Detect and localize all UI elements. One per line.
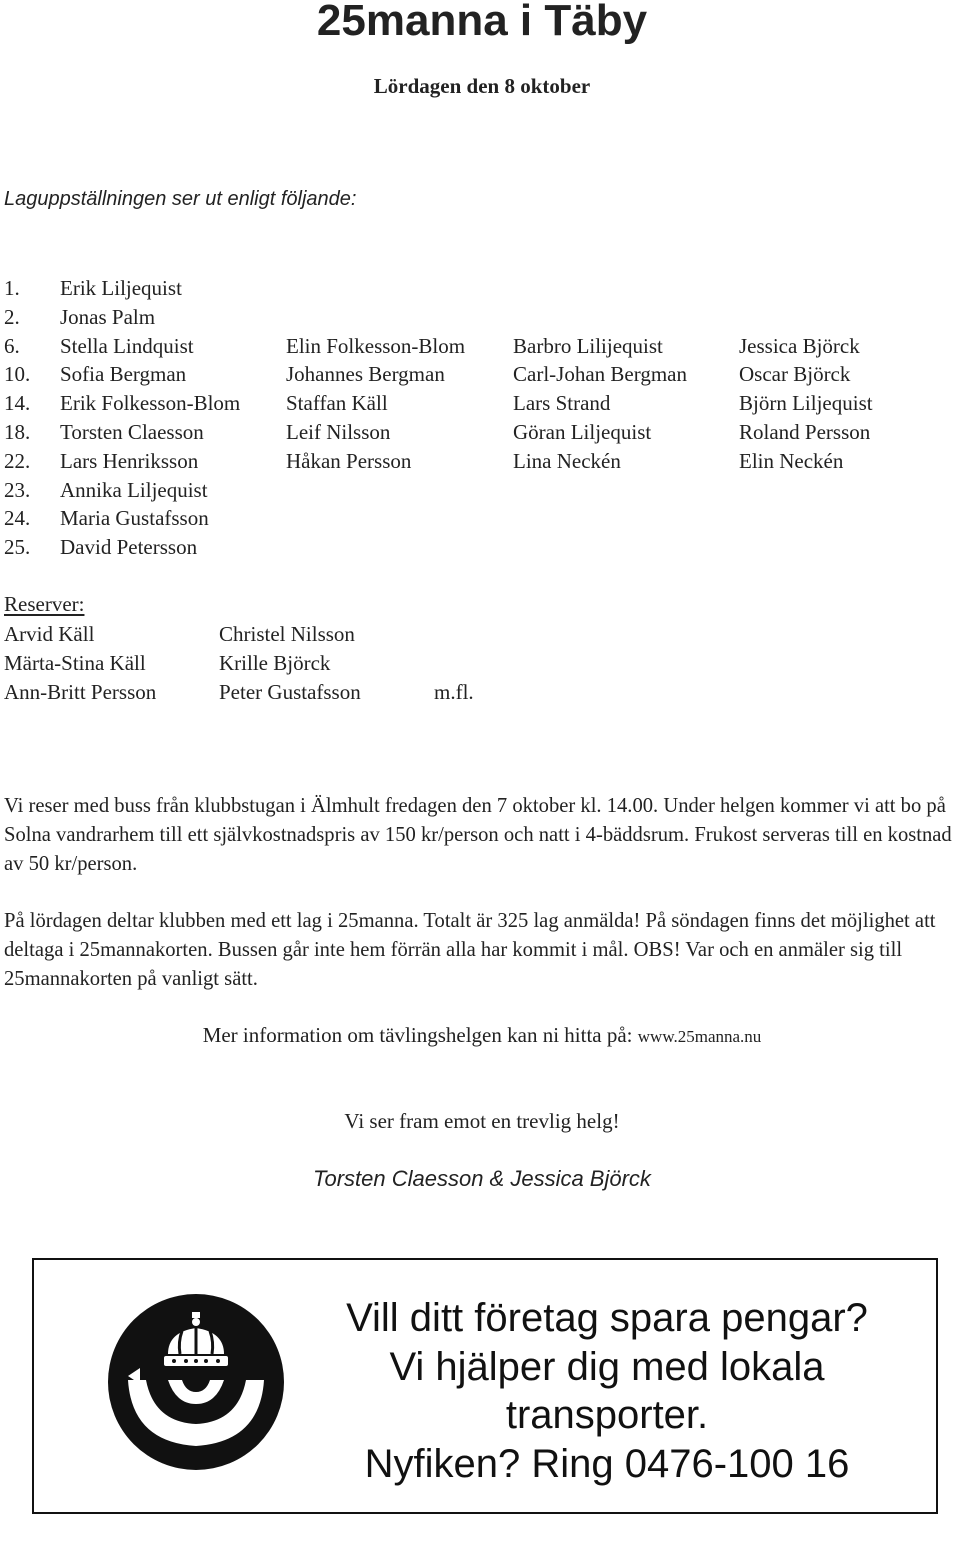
runner-name: Johannes Bergman (286, 362, 445, 387)
reserve-name: Ann-Britt Persson (4, 679, 157, 704)
runner-name: Lars Strand (513, 391, 611, 416)
runner-name: Göran Liljequist (513, 419, 652, 444)
page-subtitle: Lördagen den 8 oktober (373, 74, 591, 98)
reserve-name: Märta-Stina Käll (4, 650, 146, 675)
runner-name: Maria Gustafsson (60, 506, 209, 531)
runner-name: Erik Liljequist (60, 276, 182, 300)
runner-name: Håkan Persson (286, 448, 412, 473)
runner-name: Lars Henriksson (60, 448, 199, 473)
reserve-name: Christel Nilsson (219, 622, 355, 646)
runner-name: Carl-Johan Bergman (513, 362, 687, 387)
reserve-name: Krille Björck (219, 650, 331, 675)
runner-name: Lina Neckén (513, 448, 621, 473)
leg-number: 18. (4, 419, 31, 444)
runner-name: Annika Liljequist (60, 477, 208, 502)
leg-number: 6. (4, 333, 20, 358)
runner-name: Elin Folkesson-Blom (286, 333, 466, 358)
runner-name: Roland Persson (739, 419, 871, 444)
runner-name: Elin Neckén (739, 448, 844, 473)
signature: Torsten Claesson & Jessica Björck (313, 1166, 651, 1191)
runner-name: Jonas Palm (60, 304, 156, 329)
ad-line: Nyfiken? Ring 0476-100 16 (364, 1441, 850, 1486)
more-info-link[interactable]: www.25manna.nu (637, 1027, 762, 1046)
advertisement-box (32, 1258, 938, 1514)
runner-name: Barbro Lilijequist (513, 333, 663, 358)
runner-name: Stella Lindquist (60, 333, 194, 358)
runner-name: David Petersson (60, 535, 198, 560)
runner-name: Oscar Björck (739, 362, 851, 387)
page-title: 25manna i Täby (316, 0, 648, 45)
runner-name: Sofia Bergman (60, 362, 187, 387)
ad-line: Vill ditt företag spara pengar? (346, 1296, 868, 1340)
leg-number: 14. (4, 391, 31, 416)
leg-number: 2. (4, 304, 20, 329)
leg-number: 22. (4, 448, 31, 473)
leg-number: 1. (4, 276, 20, 300)
travel-paragraph: Vi reser med buss från klubbstugan i Älmhult fredagen den 7 oktober kl. 14.00. Under helgen kommer vi att bo på Solna vandrarhem till ett självkostnadspris av 150 kr/person och natt i 4-bäddsrum. Frukost serveras till en kostnad av 50 kr/person. (4, 795, 952, 875)
leg-number: 10. (4, 362, 31, 387)
runner-name: Torsten Claesson (60, 419, 204, 444)
runner-name: Jessica Björck (739, 333, 860, 358)
more-info (0, 1023, 960, 1048)
leg-number: 25. (4, 535, 31, 560)
leg-number: 23. (4, 477, 31, 502)
runner-name: Leif Nilsson (286, 419, 391, 444)
posten-crown-horn-icon (106, 1292, 286, 1472)
reserve-name: Peter Gustafsson (219, 679, 361, 704)
closing-line: Vi ser fram emot en trevlig helg! (344, 1109, 620, 1133)
ad-line: Vi hjälper dig med lokala (389, 1344, 825, 1389)
runner-name: Björn Liljequist (739, 391, 873, 416)
competition-paragraph: På lördagen deltar klubben med ett lag i 25manna. Totalt är 325 lag anmälda! På söndagen finns det möjlighet att deltaga i 25mannakorten. Bussen går inte hem förrän alla har kommit i mål. OBS! Var och en anmäler sig till 25mannakorten på vanligt sätt. (4, 910, 936, 990)
reserve-name: Arvid Käll (4, 622, 95, 646)
ad-line: transporter. (505, 1393, 709, 1437)
more-info-text: Mer information om tävlingshelgen kan ni hitta på: (202, 1023, 633, 1047)
runner-name: Staffan Käll (286, 391, 388, 416)
reserves-title: Reserver: (4, 592, 85, 616)
lineup-intro: Laguppställningen ser ut enligt följande: (4, 188, 357, 210)
leg-number: 24. (4, 506, 31, 531)
runner-name: Erik Folkesson-Blom (60, 391, 241, 416)
advertisement-text (274, 1294, 940, 1488)
reserve-name: m.fl. (434, 679, 474, 704)
